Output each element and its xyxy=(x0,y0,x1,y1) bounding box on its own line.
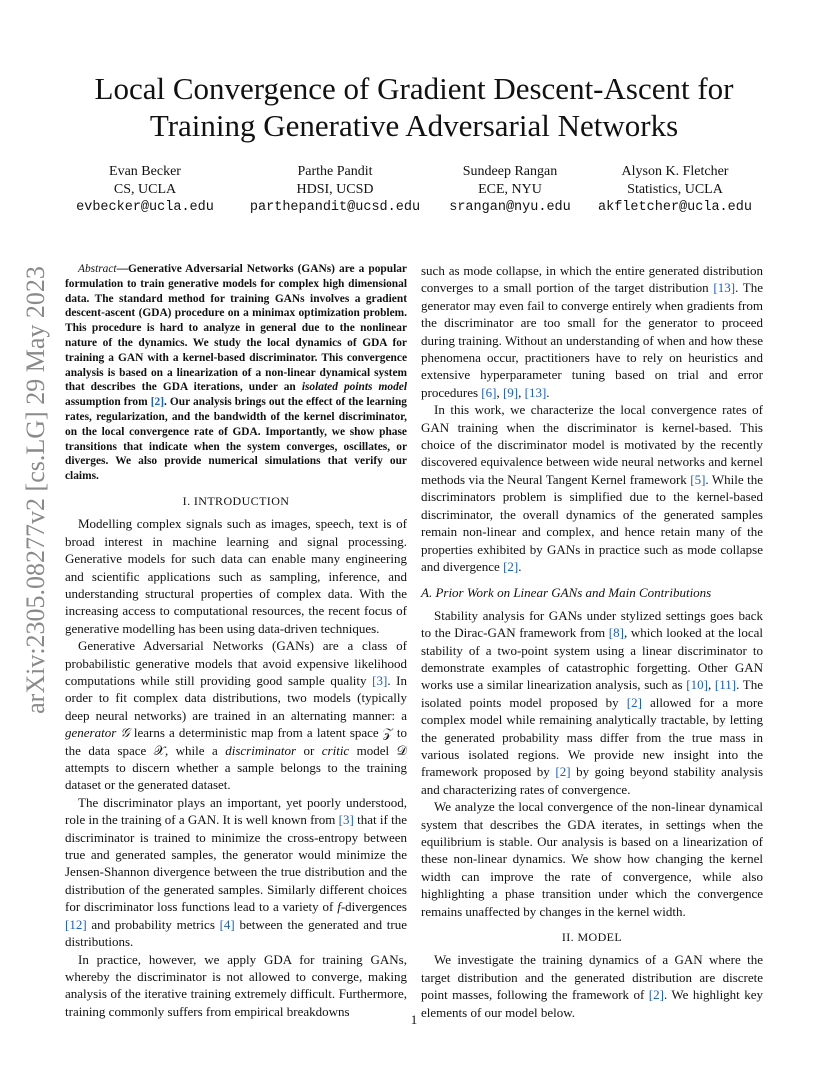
citation-link[interactable]: [2] xyxy=(503,558,519,574)
citation-link[interactable]: [2] xyxy=(150,396,164,409)
citation-link[interactable]: [6] xyxy=(481,384,497,400)
author-name: Alyson K. Fletcher xyxy=(621,164,729,179)
citation-link[interactable]: [13] xyxy=(713,280,736,296)
citation-link[interactable]: [5] xyxy=(690,471,706,487)
citation-link[interactable]: [2] xyxy=(648,987,664,1003)
citation-link[interactable]: [11] xyxy=(714,677,737,693)
intro-paragraph-4-continued: such as mode collapse, in which the entire generated distribution converges to a small portion of the target distribution [13]. The generator may even fail to converge entirely when gradients from the discriminator are too small for the generator to proceed during training. Without an understanding of when and how these phenomena occur, practitioners have to rely on heuristics and extensive hyperparameter tuning based on trial and error procedures [6], [9], [13]. xyxy=(421,263,763,400)
citation-link[interactable]: [4] xyxy=(219,916,235,932)
citation-link[interactable]: [13] xyxy=(524,384,547,400)
citation-link[interactable]: [3] xyxy=(338,812,354,828)
author-4 xyxy=(585,163,765,217)
paper-title xyxy=(40,70,788,144)
title-line-1: Local Convergence of Gradient Descent-Ascent for xyxy=(94,71,734,106)
title-line-2: Training Generative Adversarial Networks xyxy=(149,108,679,143)
author-affiliation: ECE, NYU xyxy=(478,182,542,197)
intro-paragraph-2: Generative Adversarial Networks (GANs) are a class of probabilistic generative models that avoid expensive likelihood computations while still providing good sample quality [3]. In order to fit complex data distributions, two models (typically deep neural networks) are trained in an alternating manner: a generator 𝒢 learns a deterministic map from a latent space 𝒵 to the data space 𝒳, while a discriminator or critic model 𝒟 attempts to discern whether a sample belongs to the training dataset or the generated dataset. xyxy=(65,638,408,793)
prior-work-paragraph-1: Stability analysis for GANs under stylized settings goes back to the Dirac-GAN framework from [8], which looked at the local stability of a two-point system using a linear discriminator to demonstrate examples of catastrophic forgetting. Other GAN works use a similar linearization analysis, such as [10], [11]. The isolated points model proposed by [2] allowed for a more complex model while remaining analytically tractable, by letting the generated probability mass differ from the true mass in various isolated regions. We provide new insight into the framework proposed by [2] by going beyond stability analysis and characterizing rates of convergence. xyxy=(421,607,764,797)
author-affiliation: CS, UCLA xyxy=(113,182,177,197)
author-2 xyxy=(235,163,435,217)
citation-link[interactable]: [10] xyxy=(686,677,708,693)
author-name: Evan Becker xyxy=(109,164,181,179)
intro-paragraph-3: The discriminator plays an important, yet poorly understood, role in the training of a GAN. It is well known from [3] that if the discriminator is trained to minimize the cross-entropy between true and generated samples, the generator would minimize the Jensen-Shannon divergence between the true distribution and the distribution of the generated samples. Similarly different choices for discriminator loss functions lead to a variety of f-divergences [12] and probability metrics [4] between the generated and true distributions. xyxy=(65,794,407,950)
right-column xyxy=(421,262,763,1021)
abstract-heading: Abstract xyxy=(78,263,117,275)
citation-link[interactable]: [3] xyxy=(372,673,388,689)
abstract: Abstract—Generative Adversarial Networks (GANs) are a popular formulation to train generative models for complex high dimensional data. The standard method for training GANs involves a gradient descent-ascent (GDA) procedure on a minimax optimization problem. This procedure is hard to analyze in general due to the nonlinear nature of the dynamics. We study the local dynamics of GDA for training a GAN with a kernel-based discriminator. This convergence analysis is based on a linearization of a non-linear dynamical system that describes the GDA iterations, under an isolated points model assumption from [2]. Our analysis brings out the effect of the learning rates, regularization, and the bandwidth of the kernel discriminator, on the local convergence rate of GDA. Importantly, we show phase transitions that indicate when the system converges, oscillates, or diverges. We also provide numerical simulations that verify our claims. xyxy=(65,263,407,483)
intro-paragraph-1: Modelling complex signals such as images, speech, text is of broad interest in machine learning and signal processing. Generative models for such data can enable many engineering and scientific applications such as sampling, inference, and understanding structural properties of complex data. With the increasing access to computational resources, the recent focus of generative modelling has been using data-driven techniques. xyxy=(65,516,407,636)
citation-link[interactable]: [8] xyxy=(608,625,624,641)
model-paragraph-1: We investigate the training dynamics of a GAN where the target distribution and the generated distribution are discrete point masses, following the framework of [2]. We highlight key elements of our model below. xyxy=(421,952,764,1020)
citation-link[interactable]: [9] xyxy=(502,384,519,400)
intro-paragraph-5: In this work, we characterize the local convergence rates of GAN training when the discriminator is kernel-based. This choice of the discriminator model is motivated by the recently discovered equivalence between wide neural networks and kernel methods via the Neural Tangent Kernel framework [5]. While the discriminators problem is simplified due to the kernel-based discriminator, the overall dynamics of the generated samples remain non-linear and complex, and hence retain many of the properties exhibited by GANs in practice such as mode collapse and divergence [2]. xyxy=(421,402,763,574)
author-name: Parthe Pandit xyxy=(297,164,373,179)
arxiv-identifier: arXiv:2305.08277v2 [cs.LG] 29 May 2023 xyxy=(21,266,50,714)
left-column xyxy=(65,262,407,1020)
subsection-heading-prior-work: A. Prior Work on Linear GANs and Main Contributions xyxy=(421,585,712,601)
section-heading-model: II. MODEL xyxy=(561,930,623,945)
author-email: akfletcher@ucla.edu xyxy=(598,200,752,215)
citation-link[interactable]: [12] xyxy=(65,916,87,932)
author-email: parthepandit@ucsd.edu xyxy=(249,200,421,215)
intro-paragraph-4: In practice, however, we apply GDA for training GANs, whereby the discriminator is not allowed to converge, making analysis of the iterative training extremely difficult. Furthermore, training commonly suffers from empirical breakdowns xyxy=(65,951,407,1019)
citation-link[interactable]: [2] xyxy=(626,694,642,710)
author-name: Sundeep Rangan xyxy=(462,164,558,179)
author-email: evbecker@ucla.edu xyxy=(76,200,214,215)
author-1 xyxy=(60,163,230,217)
prior-work-paragraph-2: We analyze the local convergence of the non-linear dynamical system that describes the GDA iterates, in settings when the equilibrium is stable. Our analysis is based on a linearization of these non-linear dynamics. We show how changing the kernel width can improve the rate of convergence, while also highlighting a phase transition under which the convergence remains unaffected by changes in the kernel width. xyxy=(421,799,763,919)
citation-link[interactable]: [2] xyxy=(555,764,571,780)
author-affiliation: Statistics, UCLA xyxy=(627,182,723,197)
section-heading-introduction: I. INTRODUCTION xyxy=(182,493,290,508)
author-3 xyxy=(430,163,590,217)
arxiv-sidebar xyxy=(14,266,58,714)
page-number: 1 xyxy=(410,1012,418,1027)
author-email: srangan@nyu.edu xyxy=(449,200,571,215)
author-affiliation: HDSI, UCSD xyxy=(296,182,374,197)
